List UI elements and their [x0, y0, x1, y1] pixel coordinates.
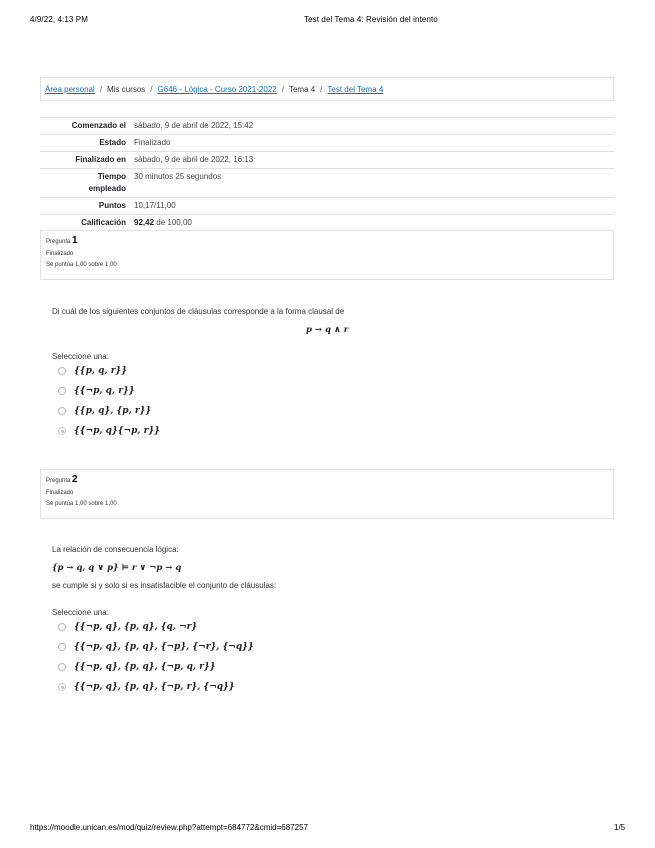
- radio-button[interactable]: [58, 623, 66, 631]
- breadcrumb-link-test[interactable]: Test del Tema 4: [327, 84, 384, 94]
- question-number: [46, 474, 608, 485]
- summary-row-points: [40, 198, 614, 215]
- question-mark: Se puntúa 1,00 sobre 1,00: [46, 262, 117, 268]
- q1-option-c[interactable]: [58, 406, 151, 416]
- question-1-prompt: Seleccione una:: [52, 352, 109, 361]
- question-number: [46, 235, 608, 246]
- option-label: {{¬p, q, r}}: [74, 386, 135, 396]
- q2-option-d[interactable]: [58, 682, 235, 692]
- breadcrumb-separator: /: [99, 84, 103, 94]
- grade-max: de 100,00: [156, 218, 192, 227]
- summary-value: [130, 215, 614, 232]
- summary-value: 10,17/11,00: [130, 198, 614, 215]
- question-2-text-continued: se cumple si y solo si es insatisfacible el conjunto de cláusulas:: [52, 581, 277, 590]
- radio-button-selected[interactable]: [58, 683, 66, 691]
- radio-button[interactable]: [58, 387, 66, 395]
- radio-button[interactable]: [58, 367, 66, 375]
- option-label: {{¬p, q}{¬p, r}}: [74, 426, 160, 436]
- question-prefix: Pregunta: [46, 239, 71, 245]
- print-url: https://moodle.unican.es/mod/quiz/review.php?attempt=684772&cmid=687257: [30, 823, 308, 832]
- breadcrumb-tema: Tema 4: [288, 84, 316, 94]
- question-2-info: [40, 469, 614, 519]
- q1-option-b[interactable]: [58, 386, 135, 396]
- q2-option-c[interactable]: [58, 662, 215, 672]
- q1-option-d[interactable]: [58, 426, 160, 436]
- question-state: Finalizado: [46, 490, 74, 496]
- summary-value: sábado, 9 de abril de 2022, 15:42: [130, 118, 614, 135]
- q1-option-a[interactable]: [58, 366, 127, 376]
- summary-value: sábado, 9 de abril de 2022, 16:13: [130, 152, 614, 169]
- question-1-info: [40, 230, 614, 280]
- option-label: {{p, q}, {p, r}}: [74, 406, 152, 416]
- grade-value: 92,42: [134, 218, 155, 227]
- summary-label: Comenzado el: [40, 118, 130, 135]
- summary-label: Puntos: [40, 198, 130, 215]
- option-label: {{¬p, q}, {p, q}, {¬p}, {¬r}, {¬q}}: [74, 642, 254, 652]
- summary-label: Finalizado en: [40, 152, 130, 169]
- question-1-formula: p → q ∧ r: [306, 325, 349, 335]
- question-1-text: Di cuál de los siguientes conjuntos de cláusulas corresponde a la forma clausal de: [52, 307, 345, 316]
- summary-row-state: [40, 135, 614, 152]
- breadcrumb-mis-cursos: Mis cursos: [107, 84, 146, 94]
- q2-option-a[interactable]: [58, 622, 197, 632]
- summary-label: [40, 169, 130, 198]
- question-number-value: 2: [72, 474, 78, 485]
- summary-value: Finalizado: [130, 135, 614, 152]
- breadcrumb-separator: /: [150, 84, 153, 94]
- summary-label: Estado: [40, 135, 130, 152]
- option-label: {{¬p, q}, {p, q}, {¬p, q, r}}: [74, 662, 216, 672]
- question-2-formula: {p → q, q ∨ p} ⊨ r ∨ ¬p → q: [52, 563, 182, 573]
- radio-button[interactable]: [58, 407, 66, 415]
- summary-label-line: empleado: [88, 184, 126, 193]
- summary-value: 30 minutos 25 segundos: [130, 169, 614, 198]
- summary-row-finished: [40, 152, 614, 169]
- breadcrumb-separator: /: [320, 84, 323, 94]
- summary-row-grade: [40, 215, 614, 232]
- option-label: {{p, q, r}}: [74, 366, 128, 376]
- summary-label: Calificación: [40, 215, 130, 232]
- question-state: Finalizado: [46, 251, 74, 257]
- question-prefix: Pregunta: [46, 478, 71, 484]
- question-mark: Se puntúa 1,00 sobre 1,00: [46, 501, 117, 507]
- question-number-value: 1: [72, 235, 78, 246]
- summary-label-line: Tiempo: [97, 172, 126, 181]
- option-label: {{¬p, q}, {p, q}, {q, ¬r}: [74, 622, 198, 632]
- breadcrumb-link-area-personal[interactable]: Área personal: [45, 84, 95, 94]
- summary-row-started: [40, 118, 614, 135]
- radio-button-selected[interactable]: [58, 427, 66, 435]
- question-2-prompt: Seleccione una:: [52, 608, 109, 617]
- radio-button[interactable]: [58, 663, 66, 671]
- attempt-summary-table: [40, 117, 614, 232]
- option-label: {{¬p, q}, {p, q}, {¬p, r}, {¬q}}: [74, 682, 235, 692]
- print-datetime: 4/9/22, 4:13 PM: [30, 15, 88, 24]
- breadcrumb-separator: /: [281, 84, 284, 94]
- summary-row-time-taken: [40, 169, 614, 198]
- radio-button[interactable]: [58, 643, 66, 651]
- breadcrumb-link-course[interactable]: G646 - Lógica - Curso 2021-2022: [157, 84, 277, 94]
- question-2-text: La relación de consecuencia lógica:: [52, 545, 179, 554]
- breadcrumb: [40, 77, 614, 101]
- q2-option-b[interactable]: [58, 642, 254, 652]
- print-page-number: 1/5: [614, 823, 626, 832]
- print-page-title: Test del Tema 4: Revisión del intento: [304, 15, 438, 24]
